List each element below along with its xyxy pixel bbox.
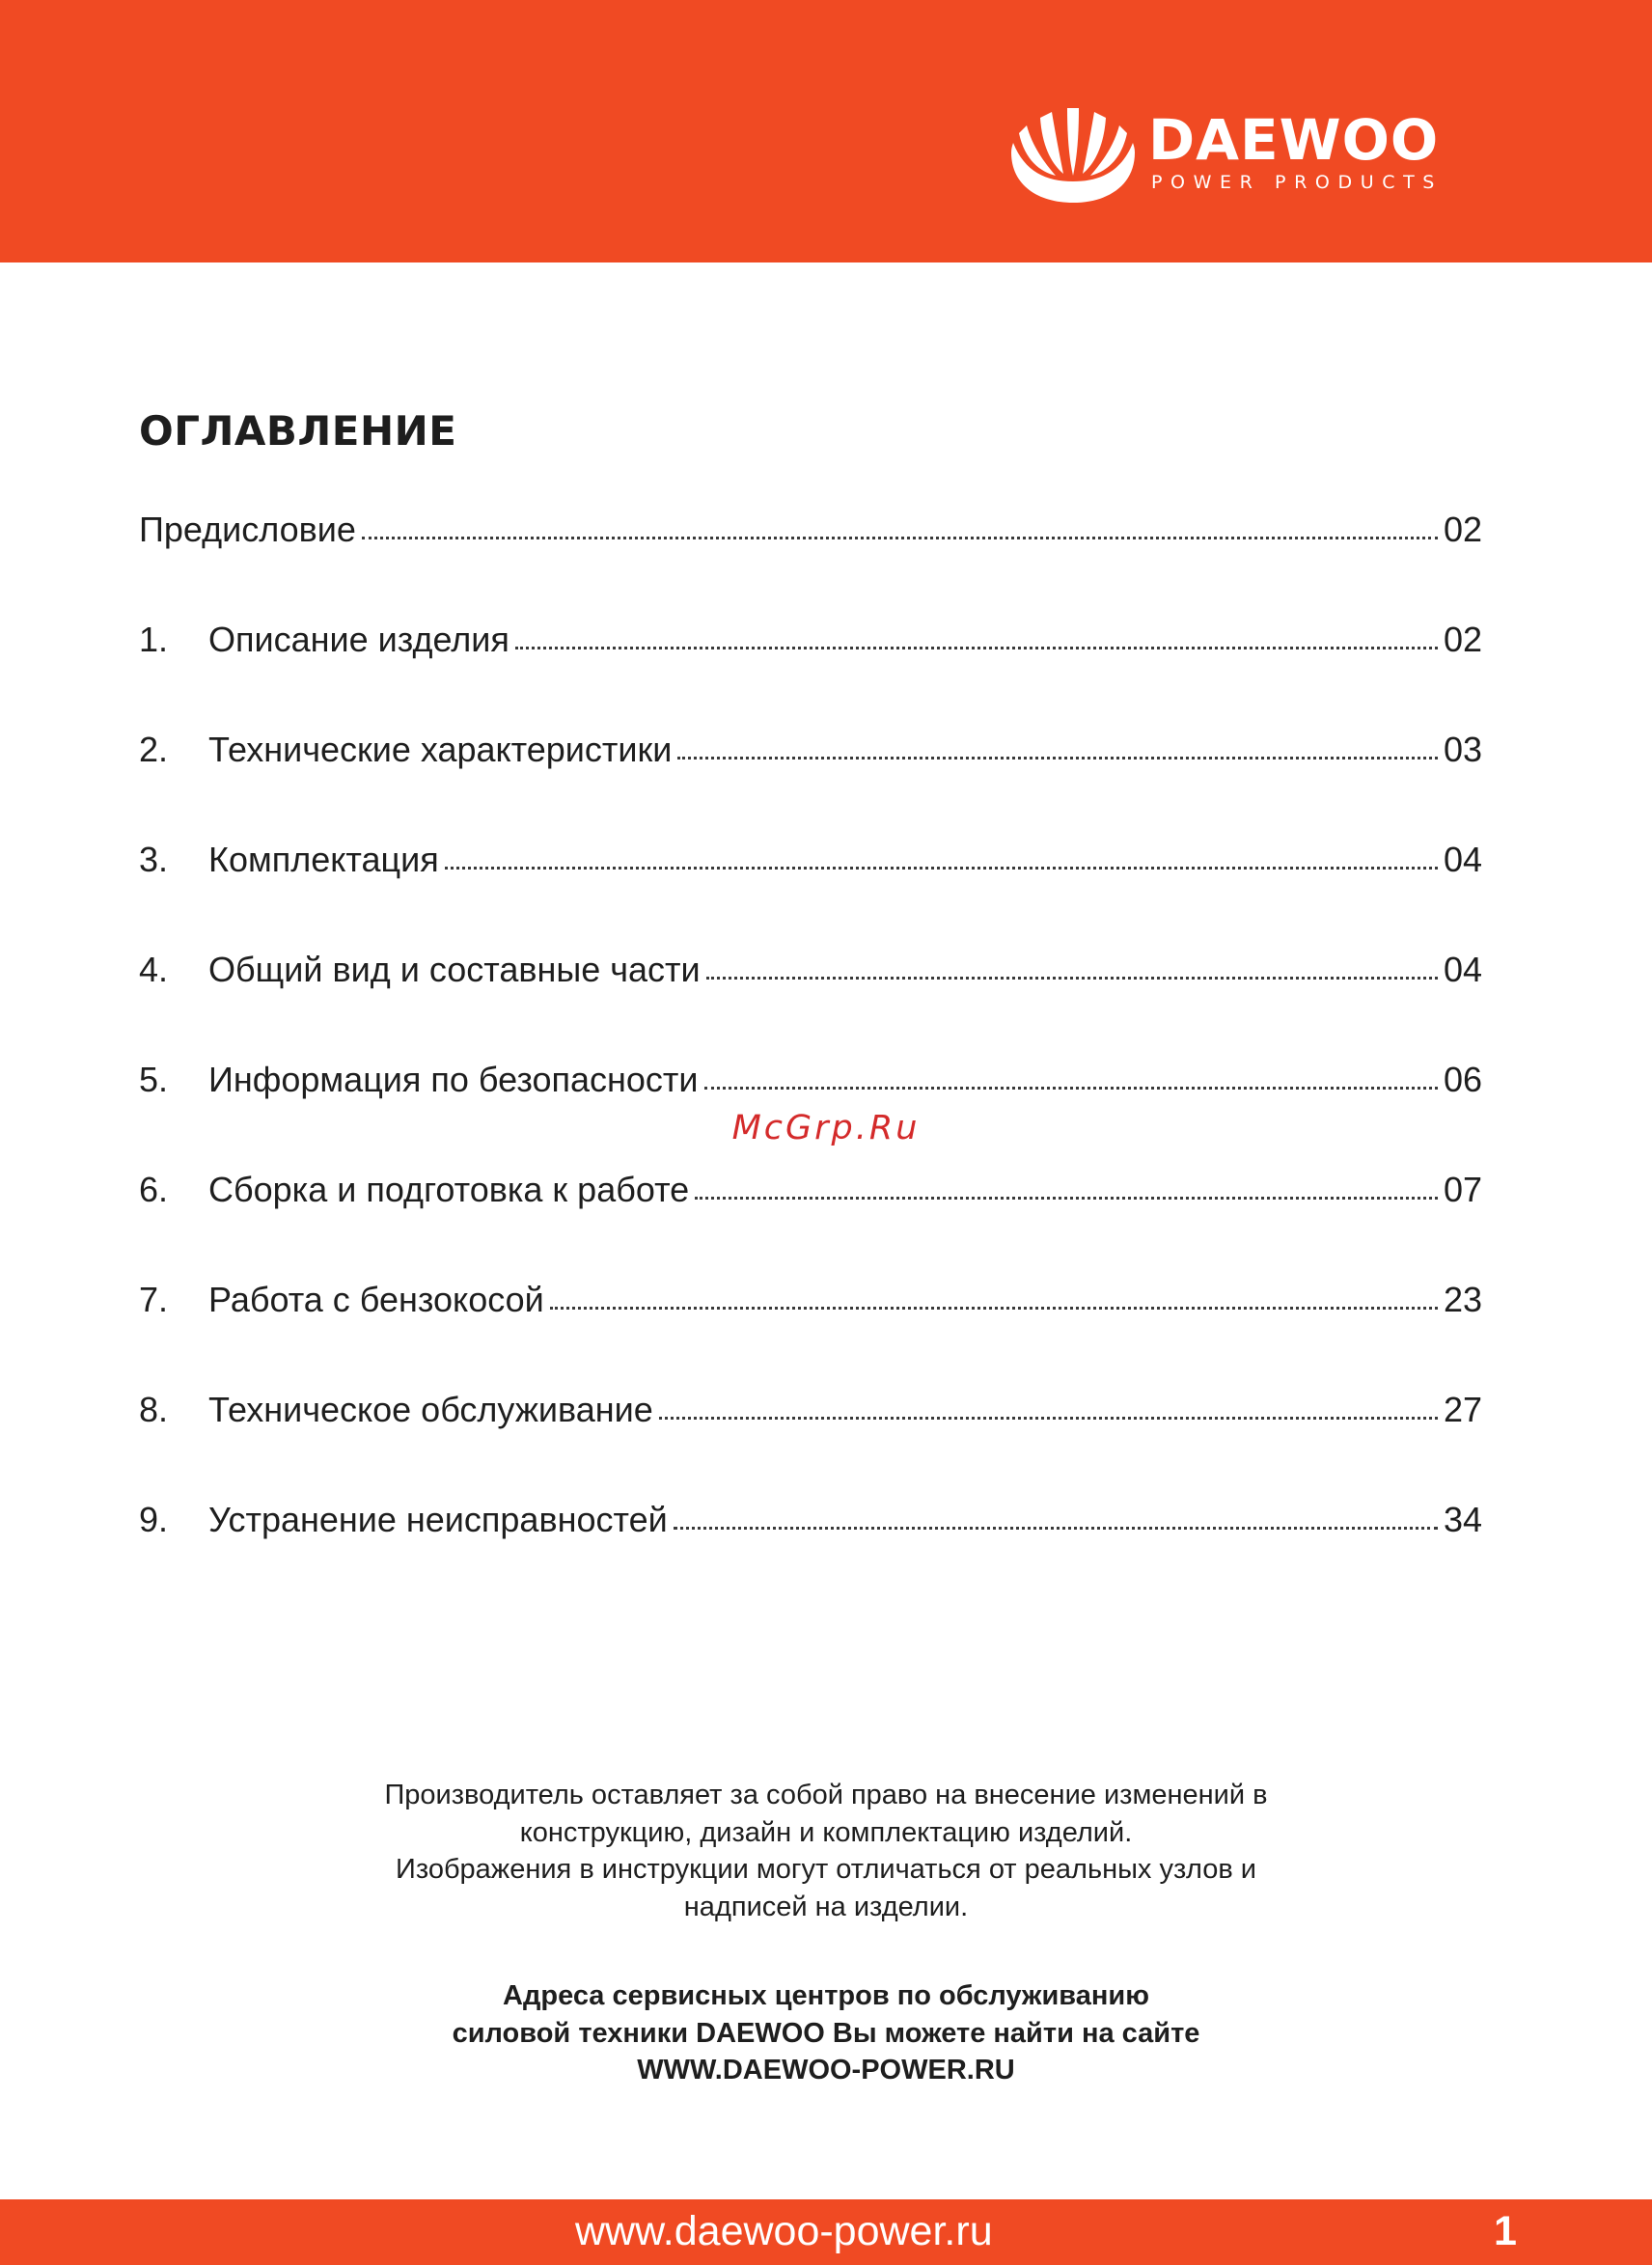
notice-line: надписей на изделии. <box>683 1891 969 1922</box>
toc-entry-label: Устранение неисправностей <box>208 1500 668 1539</box>
toc-entry-number: 2. <box>139 730 169 769</box>
notice-line: Изображения в инструкции могут отличаться от реальных узлов и <box>396 1854 1256 1885</box>
toc-entry-number: 5. <box>139 1060 169 1099</box>
disclaimer-notice <box>0 1777 1652 1925</box>
toc-entry-page: 03 <box>1443 730 1482 769</box>
toc-entry-label: Техническое обслуживание <box>208 1390 653 1429</box>
toc-entry-number: 4. <box>139 950 169 989</box>
header-band <box>0 0 1652 262</box>
toc-entry-label: Описание изделия <box>208 620 509 659</box>
toc-entry-number: 3. <box>139 840 169 879</box>
toc-entry-page: 23 <box>1443 1280 1482 1319</box>
notice-line: Производитель оставляет за собой право на внесение изменений в <box>384 1780 1268 1810</box>
toc-entry[interactable] <box>139 834 1482 944</box>
service-website-link[interactable]: WWW.DAEWOO-POWER.RU <box>637 2055 1015 2085</box>
toc-entry-page: 34 <box>1443 1500 1482 1539</box>
toc-entry-label: Работа с бензокосой <box>208 1280 544 1319</box>
notice-line: конструкцию, дизайн и комплектацию изделий. <box>519 1816 1133 1848</box>
toc-entry-number: 9. <box>139 1500 169 1539</box>
brand-name: DAEWOO <box>1148 107 1440 173</box>
toc-dot-leader <box>550 1307 1438 1310</box>
toc-entry-page: 04 <box>1443 840 1482 879</box>
brand-subtitle: POWER PRODUCTS <box>1151 172 1443 193</box>
toc-entry-page: 04 <box>1443 950 1482 989</box>
toc-dot-leader <box>677 757 1438 760</box>
toc-entry-number: 7. <box>139 1280 169 1319</box>
toc-entry-page: 07 <box>1443 1170 1482 1209</box>
watermark: McGrp.Ru <box>731 1109 921 1147</box>
service-line: силовой техники DAEWOO Вы можете найти на сайте <box>452 2017 1200 2049</box>
toc-dot-leader <box>674 1527 1438 1530</box>
toc-entry-page: 02 <box>1443 620 1482 659</box>
toc-entry-page: 27 <box>1443 1390 1482 1429</box>
table-of-contents <box>139 504 1482 1604</box>
toc-entry[interactable] <box>139 1164 1482 1274</box>
toc-entry[interactable] <box>139 944 1482 1054</box>
toc-entry-page: 02 <box>1443 510 1482 549</box>
daewoo-logo <box>1005 104 1488 210</box>
toc-entry[interactable] <box>139 724 1482 834</box>
toc-entry-preface[interactable] <box>139 504 1482 614</box>
toc-dot-leader <box>704 1087 1438 1090</box>
toc-entry-label: Сборка и подготовка к работе <box>208 1170 690 1209</box>
toc-dot-leader <box>706 977 1438 980</box>
toc-entry-number: 6. <box>139 1170 169 1209</box>
footer-website-link[interactable]: www.daewoo-power.ru <box>575 2208 993 2254</box>
toc-entry-number: 8. <box>139 1390 169 1429</box>
toc-title: ОГЛАВЛЕНИЕ <box>139 407 457 455</box>
toc-dot-leader <box>515 647 1438 649</box>
toc-dot-leader <box>695 1197 1438 1200</box>
toc-dot-leader <box>659 1417 1438 1420</box>
toc-entry-label: Информация по безопасности <box>208 1060 699 1099</box>
toc-entry[interactable] <box>139 1384 1482 1494</box>
toc-entry-label: Предисловие <box>139 510 356 549</box>
service-centers-notice <box>0 1977 1652 2089</box>
toc-entry[interactable] <box>139 614 1482 724</box>
toc-entry-label: Комплектация <box>208 840 439 879</box>
toc-entry-number: 1. <box>139 620 169 659</box>
page-number: 1 <box>1494 2208 1517 2254</box>
toc-entry-page: 06 <box>1443 1060 1482 1099</box>
service-line: Адреса сервисных центров по обслуживанию <box>503 1980 1149 2011</box>
toc-entry-label: Общий вид и составные части <box>208 950 701 989</box>
toc-entry[interactable] <box>139 1274 1482 1384</box>
toc-entry-label: Технические характеристики <box>208 730 673 769</box>
toc-entry[interactable] <box>139 1494 1482 1604</box>
daewoo-fan-logo-icon <box>1005 104 1141 205</box>
toc-dot-leader <box>362 537 1438 539</box>
toc-dot-leader <box>445 867 1438 870</box>
